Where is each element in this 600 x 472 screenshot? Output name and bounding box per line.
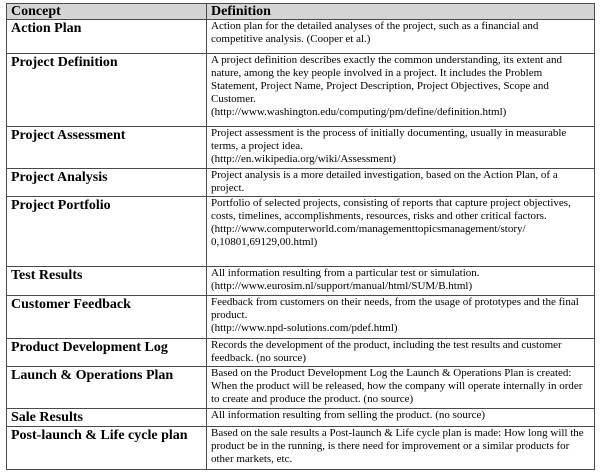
table-header-row xyxy=(7,4,595,20)
definition-cell xyxy=(207,296,595,339)
definition-text: Project analysis is a more detailed investigation, based on the Action Plan, of a project. xyxy=(211,169,558,194)
concept-cell: Project Definition xyxy=(7,54,207,127)
definition-text: Based on the sale results a Post-launch & Life cycle plan is made: How long will the product be in the running, is there need for improvement or a similar products for other markets, etc. xyxy=(211,427,584,465)
definition-text: A project definition describes exactly the common understanding, its extent and nature, among the key people involved in a project. It includes the Problem Statement, Project Name, Project Description, Project Objectives, Scope and Customer. xyxy=(211,54,562,105)
definition-cell xyxy=(207,20,595,54)
source-url: (http://www.computerworld.com/managementtopicsmanagement/story/ 0,10801,69129,00.html) xyxy=(211,223,526,248)
concept-cell: Product Development Log xyxy=(7,339,207,367)
source-url: (http://www.eurosim.nl/support/manual/html/SUM/B.html) xyxy=(211,280,473,292)
source-url: (http://www.washington.edu/computing/pm/define/definition.html) xyxy=(211,106,507,118)
concept-cell: Launch & Operations Plan xyxy=(7,367,207,409)
definition-text: Project assessment is the process of initially documenting, usually in measurable terms, a project idea. xyxy=(211,127,567,152)
definition-text: Feedback from customers on their needs, from the usage of prototypes and the final product. xyxy=(211,296,579,321)
table-row xyxy=(7,169,595,197)
definition-text: Action plan for the detailed analyses of the project, such as a financial and competitive analysis. (Cooper et al.) xyxy=(211,20,539,45)
concept-cell: Project Assessment xyxy=(7,127,207,169)
definition-cell xyxy=(207,409,595,427)
table-row xyxy=(7,197,595,267)
definition-cell xyxy=(207,169,595,197)
table-row xyxy=(7,127,595,169)
definition-text: Based on the Product Development Log the Launch & Operations Plan is created: When the product will be released, how the company will operate internally in order to create and produce the product. (no source) xyxy=(211,367,583,405)
table-row xyxy=(7,54,595,127)
definition-text: Records the development of the product, including the test results and customer feedback. (no source) xyxy=(211,339,562,364)
definition-cell xyxy=(207,367,595,409)
table-row xyxy=(7,296,595,339)
definition-cell xyxy=(207,339,595,367)
concept-cell: Project Portfolio xyxy=(7,197,207,267)
concept-cell: Customer Feedback xyxy=(7,296,207,339)
column-header-concept: Concept xyxy=(7,4,207,20)
definition-text: Portfolio of selected projects, consisting of reports that capture project objectives, costs, timelines, accomplishments, resources, risks and other critical factors. xyxy=(211,197,571,222)
concept-definition-table xyxy=(6,3,595,470)
definition-text: All information resulting from selling the product. (no source) xyxy=(211,409,486,421)
table-row xyxy=(7,367,595,409)
definition-cell xyxy=(207,267,595,296)
source-url: (http://www.npd-solutions.com/pdef.html) xyxy=(211,322,398,334)
table-row xyxy=(7,427,595,470)
table-row xyxy=(7,267,595,296)
table-row xyxy=(7,409,595,427)
concept-cell: Sale Results xyxy=(7,409,207,427)
definition-cell xyxy=(207,427,595,470)
concept-cell: Action Plan xyxy=(7,20,207,54)
definition-cell xyxy=(207,54,595,127)
source-url: (http://en.wikipedia.org/wiki/Assessment) xyxy=(211,153,396,165)
table-row xyxy=(7,20,595,54)
concept-cell: Post-launch & Life cycle plan xyxy=(7,427,207,470)
definition-cell xyxy=(207,127,595,169)
concept-cell: Test Results xyxy=(7,267,207,296)
table-row xyxy=(7,339,595,367)
definition-cell xyxy=(207,197,595,267)
concept-cell: Project Analysis xyxy=(7,169,207,197)
definition-text: All information resulting from a particular test or simulation. xyxy=(211,267,480,279)
column-header-definition: Definition xyxy=(207,4,595,20)
